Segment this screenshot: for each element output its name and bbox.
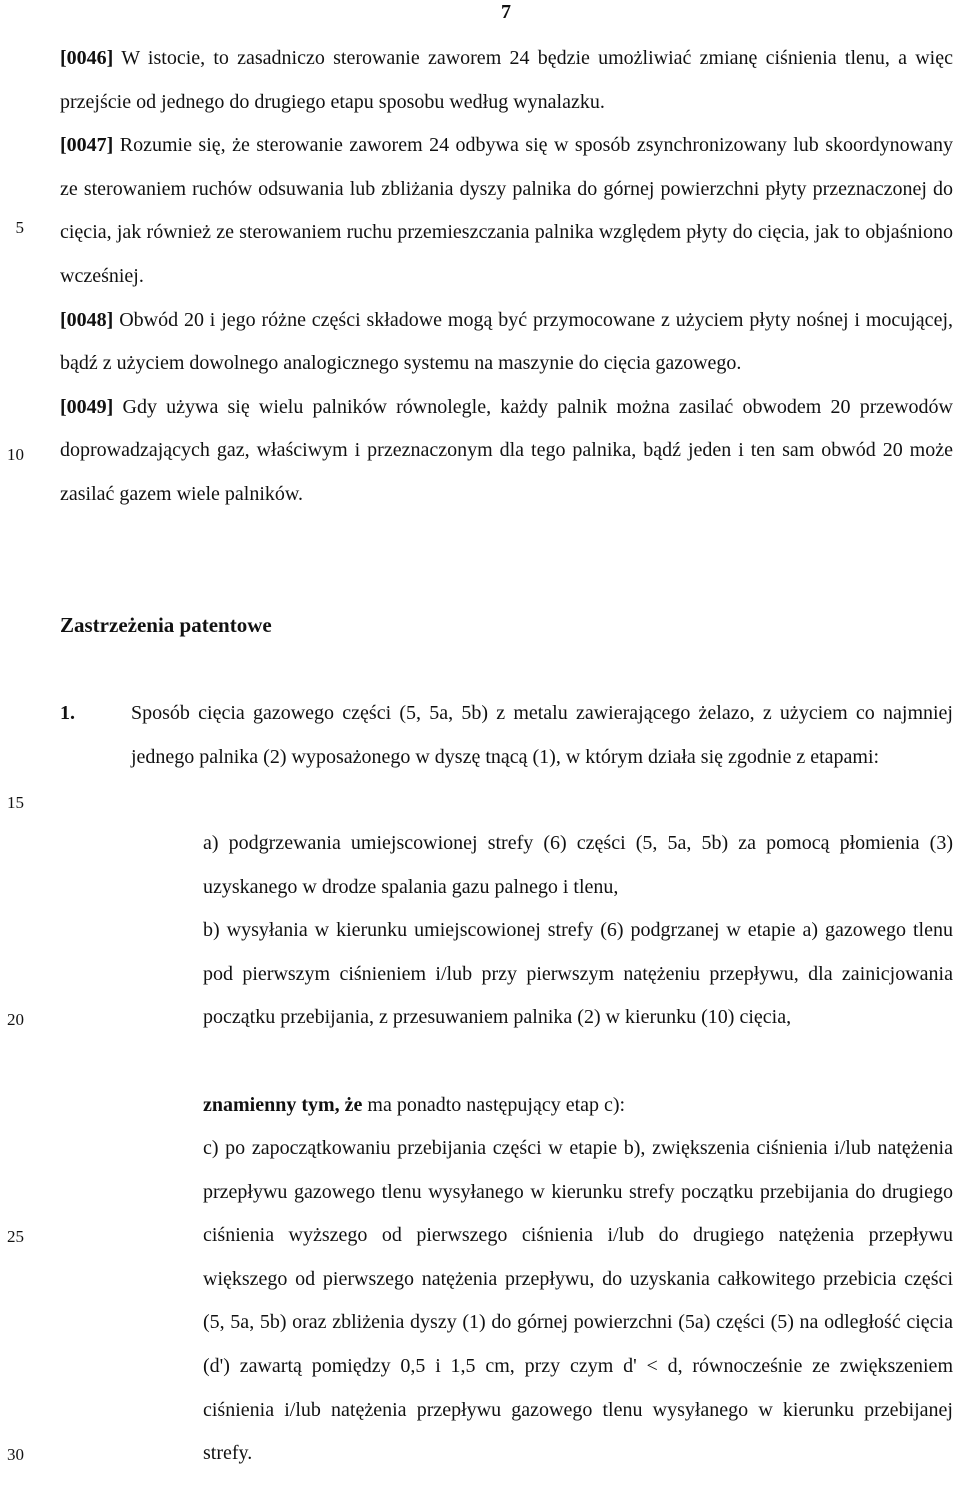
paragraph-ref: [0047]: [60, 134, 114, 157]
claims-heading: Zastrzeżenia patentowe: [60, 613, 272, 637]
description-text: [60, 37, 953, 517]
line-number-20: 20: [7, 1010, 24, 1029]
line-number-15: 15: [7, 793, 24, 812]
paragraph-ref: [0049]: [60, 395, 114, 418]
paragraph-text: Obwód 20 i jego różne części składowe mogą być przymocowane z użyciem płyty nośnej i mocującej, bądź z użyciem dowolnego analogicznego systemu na maszynie do cięcia gazowego.: [60, 308, 953, 375]
paragraph-text: Rozumie się, że sterowanie zaworem 24 odbywa się w sposób zsynchronizowany lub skoordynowany ze sterowaniem ruchów odsuwania lub zbliżania dyszy palnika do górnej powierzchni płyty przeznaczonej do cięcia, jak również ze sterowaniem ruchu przemieszczania palnika względem płyty do cięcia, jak to objaśniono wcześniej.: [60, 134, 953, 287]
paragraph-0048: [60, 299, 953, 386]
paragraph-0049: [60, 386, 953, 517]
claim-step-b: b) wysyłania w kierunku umiejscowionej strefy (6) podgrzanej w etapie a) gazowego tlenu pod pierwszym ciśnieniem i/lub przy pierwszym natężeniu przepływu, dla zainicjowania początku przebijania, z przesuwaniem palnika (2) w kierunku (10) cięcia,: [203, 919, 953, 1029]
characterized-bold: znamienny tym, że: [203, 1094, 363, 1116]
claim-step-a: a) podgrzewania umiejscowionej strefy (6) części (5, 5a, 5b) za pomocą płomienia (3) uzyskanego w drodze spalania gazu palnego i tlenu,: [203, 832, 953, 898]
page-number: 7: [501, 1, 511, 23]
claim-intro: Sposób cięcia gazowego części (5, 5a, 5b) z metalu zawierającego żelazo, z użyciem co najmniej jednego palnika (2) wyposażonego w dyszę tnącą (1), w którym działa się zgodnie z etapami:: [131, 702, 953, 768]
paragraph-ref: [0048]: [60, 308, 114, 331]
line-number-10: 10: [7, 445, 24, 464]
claim-step-c: c) po zapoczątkowaniu przebijania części w etapie b), zwiększenia ciśnienia i/lub natężenia przepływu gazowego tlenu wysyłanego w kierunku strefy początku przebijania do drugiego ciśnienia wyższego od pierwszego ciśnienia i/lub do drugiego natężenia przepływu większego od pierwszego natężenia przepływu, do uzyskania całkowitego przebicia części (5, 5a, 5b) oraz zbliżenia dyszy (1) do górnej powierzchni (5a) części (5) na odległość cięcia (d') zawartą pomiędzy 0,5 i 1,5 cm, przy czym d' < d, równocześnie ze zwiększeniem ciśnienia i/lub natężenia przepływu gazowego tlenu wysyłanego w kierunku przebijanej strefy.: [203, 1137, 953, 1465]
paragraph-0046: [60, 37, 953, 124]
claim-number: 1.: [60, 702, 75, 724]
line-number-25: 25: [7, 1227, 24, 1246]
claim-characterizing-clause: [203, 1084, 953, 1128]
line-number-30: 30: [7, 1445, 24, 1464]
characterized-rest: ma ponadto następujący etap c):: [362, 1094, 626, 1116]
line-number-5: 5: [15, 218, 24, 237]
paragraph-0047: [60, 124, 953, 298]
paragraph-text: W istocie, to zasadniczo sterowanie zaworem 24 będzie umożliwiać zmianę ciśnienia tlenu, a więc przejście od jednego do drugiego etapu sposobu według wynalazku.: [60, 47, 953, 113]
paragraph-ref: [0046]: [60, 47, 114, 69]
paragraph-text: Gdy używa się wielu palników równolegle, każdy palnik można zasilać obwodem 20 przewodów doprowadzających gaz, właściwym i przeznaczonym dla tego palnika, bądź jeden i ten sam obwód 20 może zasilać gazem wiele palników.: [60, 395, 953, 505]
